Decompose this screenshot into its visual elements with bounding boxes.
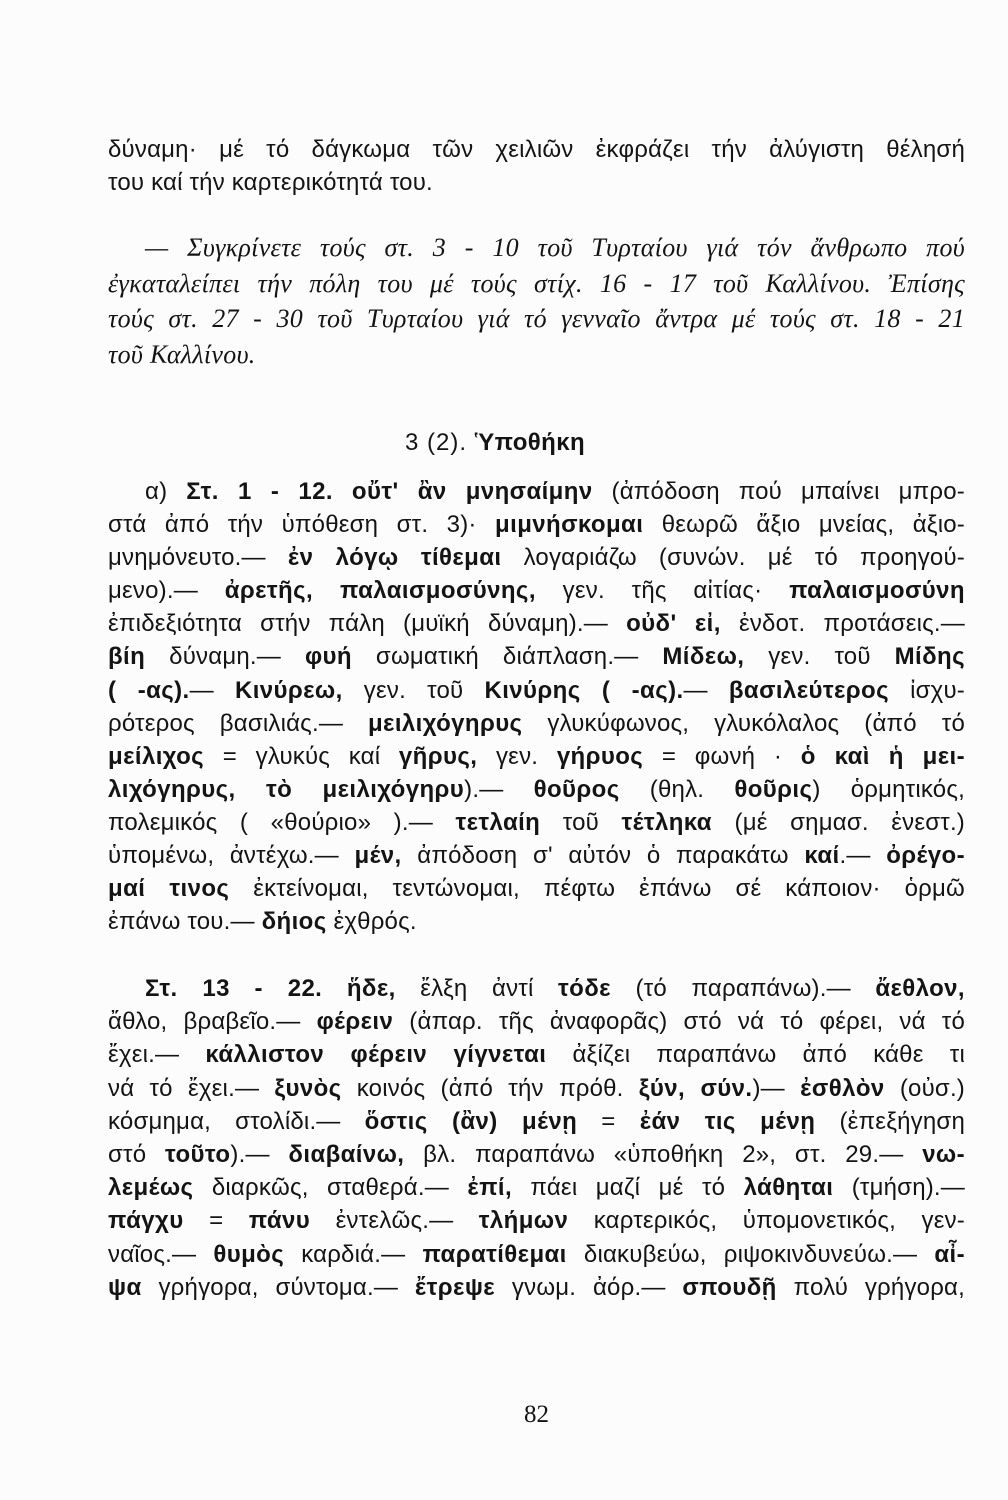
headword: φυή	[304, 643, 352, 671]
text-line	[108, 133, 965, 166]
headword: Μίδεω,	[662, 643, 745, 671]
text-run: ρότερος βασιλιάς.—	[108, 709, 368, 737]
headword: λεμέως	[108, 1174, 194, 1202]
text-run: γλυκύφωνος, γλυκόλαλος (ἀπό τό	[522, 709, 965, 737]
text-run: = γλυκύς καί	[204, 742, 399, 770]
headword: τετλαίη	[455, 808, 541, 836]
text-run: 3 (2).	[405, 429, 475, 456]
text-line	[108, 475, 965, 508]
text-run: )—	[752, 1074, 801, 1102]
text-run: μνημόνευτο.—	[108, 544, 288, 572]
headword: δήιος	[261, 908, 327, 936]
comparison-note	[108, 230, 965, 372]
text-run: —	[683, 676, 729, 704]
text-run: ἐπάνω του.—	[108, 908, 262, 936]
text-run: μενο).—	[108, 577, 225, 605]
text-run: ἐγκαταλείπει τήν πόλη του μέ τούς στίχ. 16 - 17 τοῦ Καλλίνου. Ἐπίσης	[108, 268, 965, 298]
text-run: ἔλξη ἀντί	[395, 975, 559, 1002]
headword: μειλιχόγηρυς	[367, 709, 523, 737]
headword: ὅστις (ἂν) μένῃ	[364, 1107, 578, 1135]
headword: παλαισμοσύνη	[789, 577, 965, 605]
headword: ἔτρεψε	[414, 1273, 496, 1301]
headword: θυμὸς	[213, 1240, 285, 1268]
text-run: ).—	[230, 1140, 289, 1168]
text-run: =	[183, 1207, 249, 1235]
text-run: ἐντελῶς.—	[310, 1207, 479, 1235]
text-line	[108, 1038, 965, 1071]
text-run: ἰσχυ-	[888, 676, 965, 704]
headword: Στ. 1 - 12.	[186, 478, 333, 505]
text-line	[108, 1105, 965, 1138]
text-run: γεν. τῆς αἰτίας·	[535, 577, 790, 605]
text-line	[108, 1005, 965, 1038]
headword: ψα	[108, 1273, 142, 1301]
headword: ἥδε,	[346, 975, 396, 1002]
text-run: (μέ σημασ. ἐνεστ.)	[711, 808, 966, 836]
headword: ἐσθλὸν	[800, 1074, 885, 1102]
headword: αἶ-	[934, 1240, 965, 1268]
headword: θοῦρος	[533, 775, 620, 803]
text-run: δύναμη· μέ τό δάγκωμα τῶν χειλιῶν ἐκφράζει τήν ἀλύγιστη θέλησή	[108, 136, 965, 163]
text-line	[108, 508, 965, 541]
text-run: του καί τήν καρτερικότητά του.	[108, 169, 433, 196]
text-line	[108, 1072, 965, 1105]
text-run: δύναμη.—	[145, 643, 305, 671]
text-run: ναῖος.—	[108, 1240, 214, 1268]
text-run: λογαριάζω (συνών. μέ τό προηγού-	[501, 544, 965, 572]
text-line	[108, 266, 965, 302]
text-run: σωματική διάπλαση.—	[351, 643, 663, 671]
text-run: .—	[839, 842, 887, 870]
text-line	[108, 839, 965, 872]
text-run: ἀπόδοση σ' αὐτόν ὁ παρακάτω	[401, 842, 805, 870]
text-run: θεωρῶ ἄξιο μνείας, ἀξιο-	[643, 511, 965, 539]
page-number: 82	[524, 1401, 549, 1428]
text-run: κόσμημα, στολίδι.—	[108, 1107, 365, 1135]
text-run: (ἀπαρ. τῆς ἀναφορᾶς) στό νά τό φέρει, νά τό	[393, 1008, 965, 1036]
glossary-section-b	[108, 972, 965, 1304]
text-run: ἐνδοτ. προτάσεις.—	[720, 610, 965, 638]
text-run: καρτερικός, ὑπομονετικός, γεν-	[568, 1207, 965, 1235]
text-run: ὑπομένω, ἀντέχω.—	[108, 842, 355, 870]
text-run: ).—	[464, 775, 534, 803]
text-run: (θηλ.	[619, 775, 735, 803]
section-heading	[405, 426, 585, 460]
headword: ὀρέγο-	[886, 842, 965, 870]
headword: νω-	[922, 1140, 966, 1168]
text-run: ἄθλο, βραβεῖο.—	[108, 1008, 317, 1036]
headword: γήρυος	[556, 742, 644, 770]
text-run: (ἐπεξήγηση	[815, 1107, 965, 1135]
text-run	[322, 975, 347, 1002]
headword: ξυνὸς	[274, 1074, 342, 1102]
text-line	[108, 806, 965, 839]
headword: γῆρυς,	[398, 742, 478, 770]
text-run: —	[189, 676, 235, 704]
headword: ἐν λόγῳ τίθεμαι	[287, 544, 502, 572]
headword: σπουδῇ	[682, 1273, 777, 1301]
headword: τοῦτο	[165, 1140, 231, 1168]
continuation-paragraph	[108, 133, 965, 199]
text-line	[108, 541, 965, 574]
text-run: γρήγορα, σύντομα.—	[141, 1273, 415, 1301]
text-line	[108, 773, 965, 806]
headword: Ὑποθήκη	[474, 429, 586, 456]
text-line	[108, 1271, 965, 1304]
text-line	[108, 607, 965, 640]
text-run: γνωμ. ἀόρ.—	[495, 1273, 683, 1301]
headword: τέτληκα	[621, 808, 712, 836]
text-run: ἐκτείνομαι, τεντώνομαι, πέφτω ἐπάνω σέ κάποιον· ὁρμῶ	[229, 875, 965, 903]
headword: μέν,	[354, 842, 402, 870]
headword: ὁ καὶ ἡ μει-	[800, 742, 966, 770]
headword: λάθηται	[743, 1174, 834, 1202]
headword: φέρειν	[316, 1008, 394, 1036]
headword: ξύν, σύν.	[638, 1074, 753, 1102]
headword: μαί τινος	[108, 875, 230, 903]
text-run: α)	[145, 478, 187, 505]
text-line	[108, 972, 965, 1005]
headword: Μίδης	[894, 643, 965, 671]
headword: ἐπί,	[467, 1174, 513, 1202]
headword: μιμνήσκομαι	[495, 511, 644, 539]
text-run: κοινός (ἀπό τήν πρόθ.	[341, 1074, 639, 1102]
headword: οὐδ' εἰ,	[626, 610, 721, 638]
text-line	[108, 1238, 965, 1271]
text-run: (ἀπόδοση πού μπαίνει μπρο-	[592, 478, 965, 505]
text-run: (τμήση).—	[833, 1174, 965, 1202]
headword: ( -ας).	[108, 676, 190, 704]
text-line	[108, 337, 965, 373]
headword: παρατίθεμαι	[422, 1240, 567, 1268]
headword: πάγχυ	[108, 1207, 184, 1235]
headword: καί	[804, 842, 840, 870]
text-line	[108, 574, 965, 607]
headword: Στ. 13 - 22.	[145, 975, 323, 1002]
text-run: στά ἀπό τήν ὑπόθεση στ. 3)·	[108, 511, 496, 539]
headword: ἀρετῆς, παλαισμοσύνης,	[224, 577, 536, 605]
text-run: γεν.	[477, 742, 557, 770]
headword: βίη	[108, 643, 146, 671]
text-run: στό	[108, 1140, 166, 1168]
headword: Κινύρεω,	[234, 676, 343, 704]
text-line	[108, 640, 965, 673]
text-run: ἐχθρός.	[326, 908, 417, 936]
text-line	[108, 1138, 965, 1171]
headword: τλήμων	[478, 1207, 569, 1235]
text-run: ) ὁρμητικός,	[812, 775, 965, 803]
headword: ἐάν τις μένῃ	[639, 1107, 816, 1135]
text-run: — Συγκρίνετε τούς στ. 3 - 10 τοῦ Τυρταίου γιά τόν ἄνθρωπο πού	[145, 233, 965, 262]
headword: πάνυ	[248, 1207, 311, 1235]
text-run: νά τό ἔχει.—	[108, 1074, 275, 1102]
text-line	[108, 1204, 965, 1237]
text-run: πάει μαζί μέ τό	[512, 1174, 744, 1202]
headword: οὔτ' ἂν μνησαίμην	[351, 478, 593, 505]
text-run: (οὐσ.)	[884, 1074, 966, 1102]
text-run: γεν. τοῦ	[342, 676, 485, 704]
headword: ἄεθλον,	[875, 975, 965, 1002]
text-run: τούς στ. 27 - 30 τοῦ Τυρταίου γιά τό γενναῖο ἄντρα μέ τούς στ. 18 - 21	[108, 304, 965, 333]
text-line	[108, 1171, 965, 1204]
headword: Κινύρης ( -ας).	[484, 676, 684, 704]
text-run: διαρκῶς, σταθερά.—	[193, 1174, 468, 1202]
text-line	[108, 230, 965, 266]
text-run: =	[577, 1107, 640, 1135]
text-run: γεν. τοῦ	[744, 643, 895, 671]
text-line	[108, 707, 965, 740]
text-run: = φωνή ·	[643, 742, 801, 770]
text-line	[108, 674, 965, 707]
text-run: πολεμικός ( «θούριο» ).—	[108, 808, 456, 836]
text-run: ἐπιδεξιότητα στήν πάλη (μυϊκή δύναμη).—	[108, 610, 627, 638]
text-line	[108, 872, 965, 905]
text-line	[108, 166, 965, 199]
text-run: διακυβεύω, ριψοκινδυνεύω.—	[566, 1240, 935, 1268]
text-run: τοῦ Καλλίνου.	[108, 339, 256, 369]
text-run: ἀξίζει παραπάνω ἀπό κάθε τι	[546, 1041, 965, 1069]
text-line	[108, 740, 965, 773]
headword: κάλλιστον φέρειν γίγνεται	[205, 1041, 547, 1069]
headword: θοῦρις	[734, 775, 813, 803]
text-run: (τό παραπάνω).—	[610, 975, 876, 1002]
text-run: πολύ γρήγορα,	[776, 1273, 965, 1301]
headword: λιχόγηρυς, τὸ μειλιχόγηρυ	[108, 775, 465, 803]
glossary-section-a	[108, 475, 965, 938]
text-run: τοῦ	[540, 808, 622, 836]
headword: μείλιχος	[108, 742, 205, 770]
headword: βασιλεύτερος	[728, 676, 889, 704]
headword: διαβαίνω,	[288, 1140, 405, 1168]
text-run: καρδιά.—	[284, 1240, 423, 1268]
text-line	[108, 301, 965, 337]
headword: τόδε	[558, 975, 611, 1002]
text-run: ἔχει.—	[108, 1041, 206, 1069]
text-line	[108, 905, 965, 938]
text-run: βλ. παραπάνω «ὑποθήκη 2», στ. 29.—	[404, 1140, 923, 1168]
text-run	[333, 478, 352, 505]
